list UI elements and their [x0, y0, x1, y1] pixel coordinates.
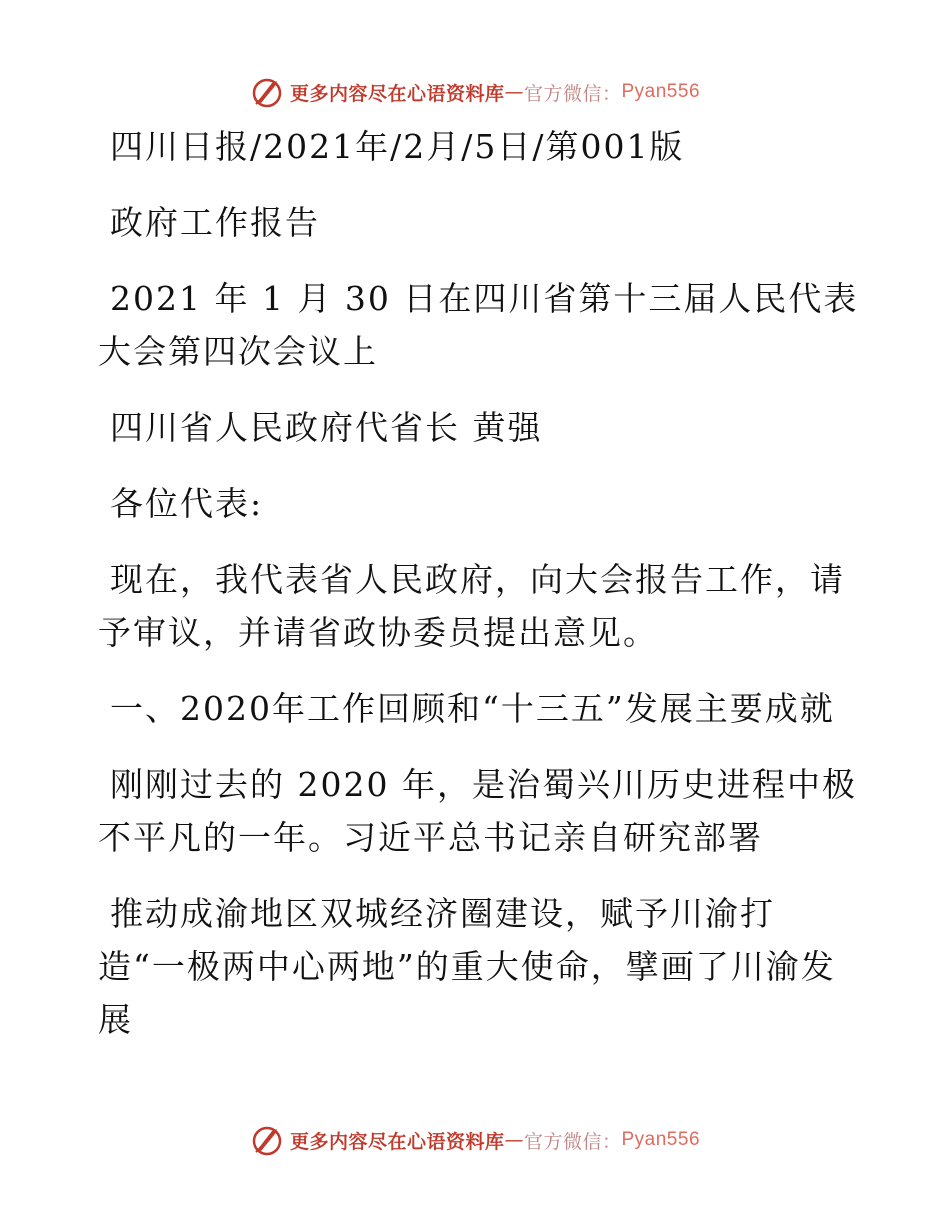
document-body [98, 120, 858, 1069]
watermark-wechat-label: 官方微信： [523, 82, 622, 105]
paragraph-1 [98, 758, 858, 864]
watermark-header [0, 72, 950, 112]
occasion-line-2: 大会第四次会议上 [98, 332, 378, 371]
occasion-line-1: 2021 年 1 月 30 日在四川省第十三届人民代表 [110, 279, 859, 318]
intro-line-2: 予审议，并请省政协委员提出意见。 [98, 613, 658, 652]
intro-paragraph [98, 553, 858, 659]
section-heading: 一、2020年工作回顾和“十三五”发展主要成就 [110, 689, 835, 728]
paragraph-2-line-2: 造“一极两中心两地”的重大使命，擘画了川渝发 [98, 947, 836, 986]
occasion [98, 272, 858, 378]
watermark-site-name: 更多内容尽在心语资料库 [289, 82, 505, 105]
watermark-dash: — [504, 81, 524, 103]
watermark-wechat-id: Pyan556 [621, 81, 701, 102]
quill-pen-logo-icon [250, 75, 284, 109]
dateline: 四川日报/2021年/2月/5日/第001版 [110, 127, 685, 166]
author-line: 四川省人民政府代省长 黄强 [110, 408, 543, 447]
paragraph-2 [98, 887, 858, 1046]
quill-pen-logo-icon [250, 1123, 284, 1157]
paragraph-1-line-1: 刚刚过去的 2020 年，是治蜀兴川历史进程中极 [110, 765, 857, 804]
watermark-site-name: 更多内容尽在心语资料库 [289, 1130, 505, 1153]
intro-line-1: 现在，我代表省人民政府，向大会报告工作，请 [110, 560, 845, 599]
watermark-wechat-label: 官方微信： [523, 1130, 622, 1153]
salutation: 各位代表: [110, 484, 264, 523]
watermark-footer [0, 1120, 950, 1160]
watermark-wechat-id: Pyan556 [621, 1129, 701, 1150]
paragraph-1-line-2: 不平凡的一年。习近平总书记亲自研究部署 [98, 818, 763, 857]
paragraph-2-line-3: 展 [98, 1000, 133, 1039]
document-title: 政府工作报告 [110, 203, 320, 242]
paragraph-2-line-1: 推动成渝地区双城经济圈建设，赋予川渝打 [110, 894, 775, 933]
watermark-dash: — [504, 1129, 524, 1151]
